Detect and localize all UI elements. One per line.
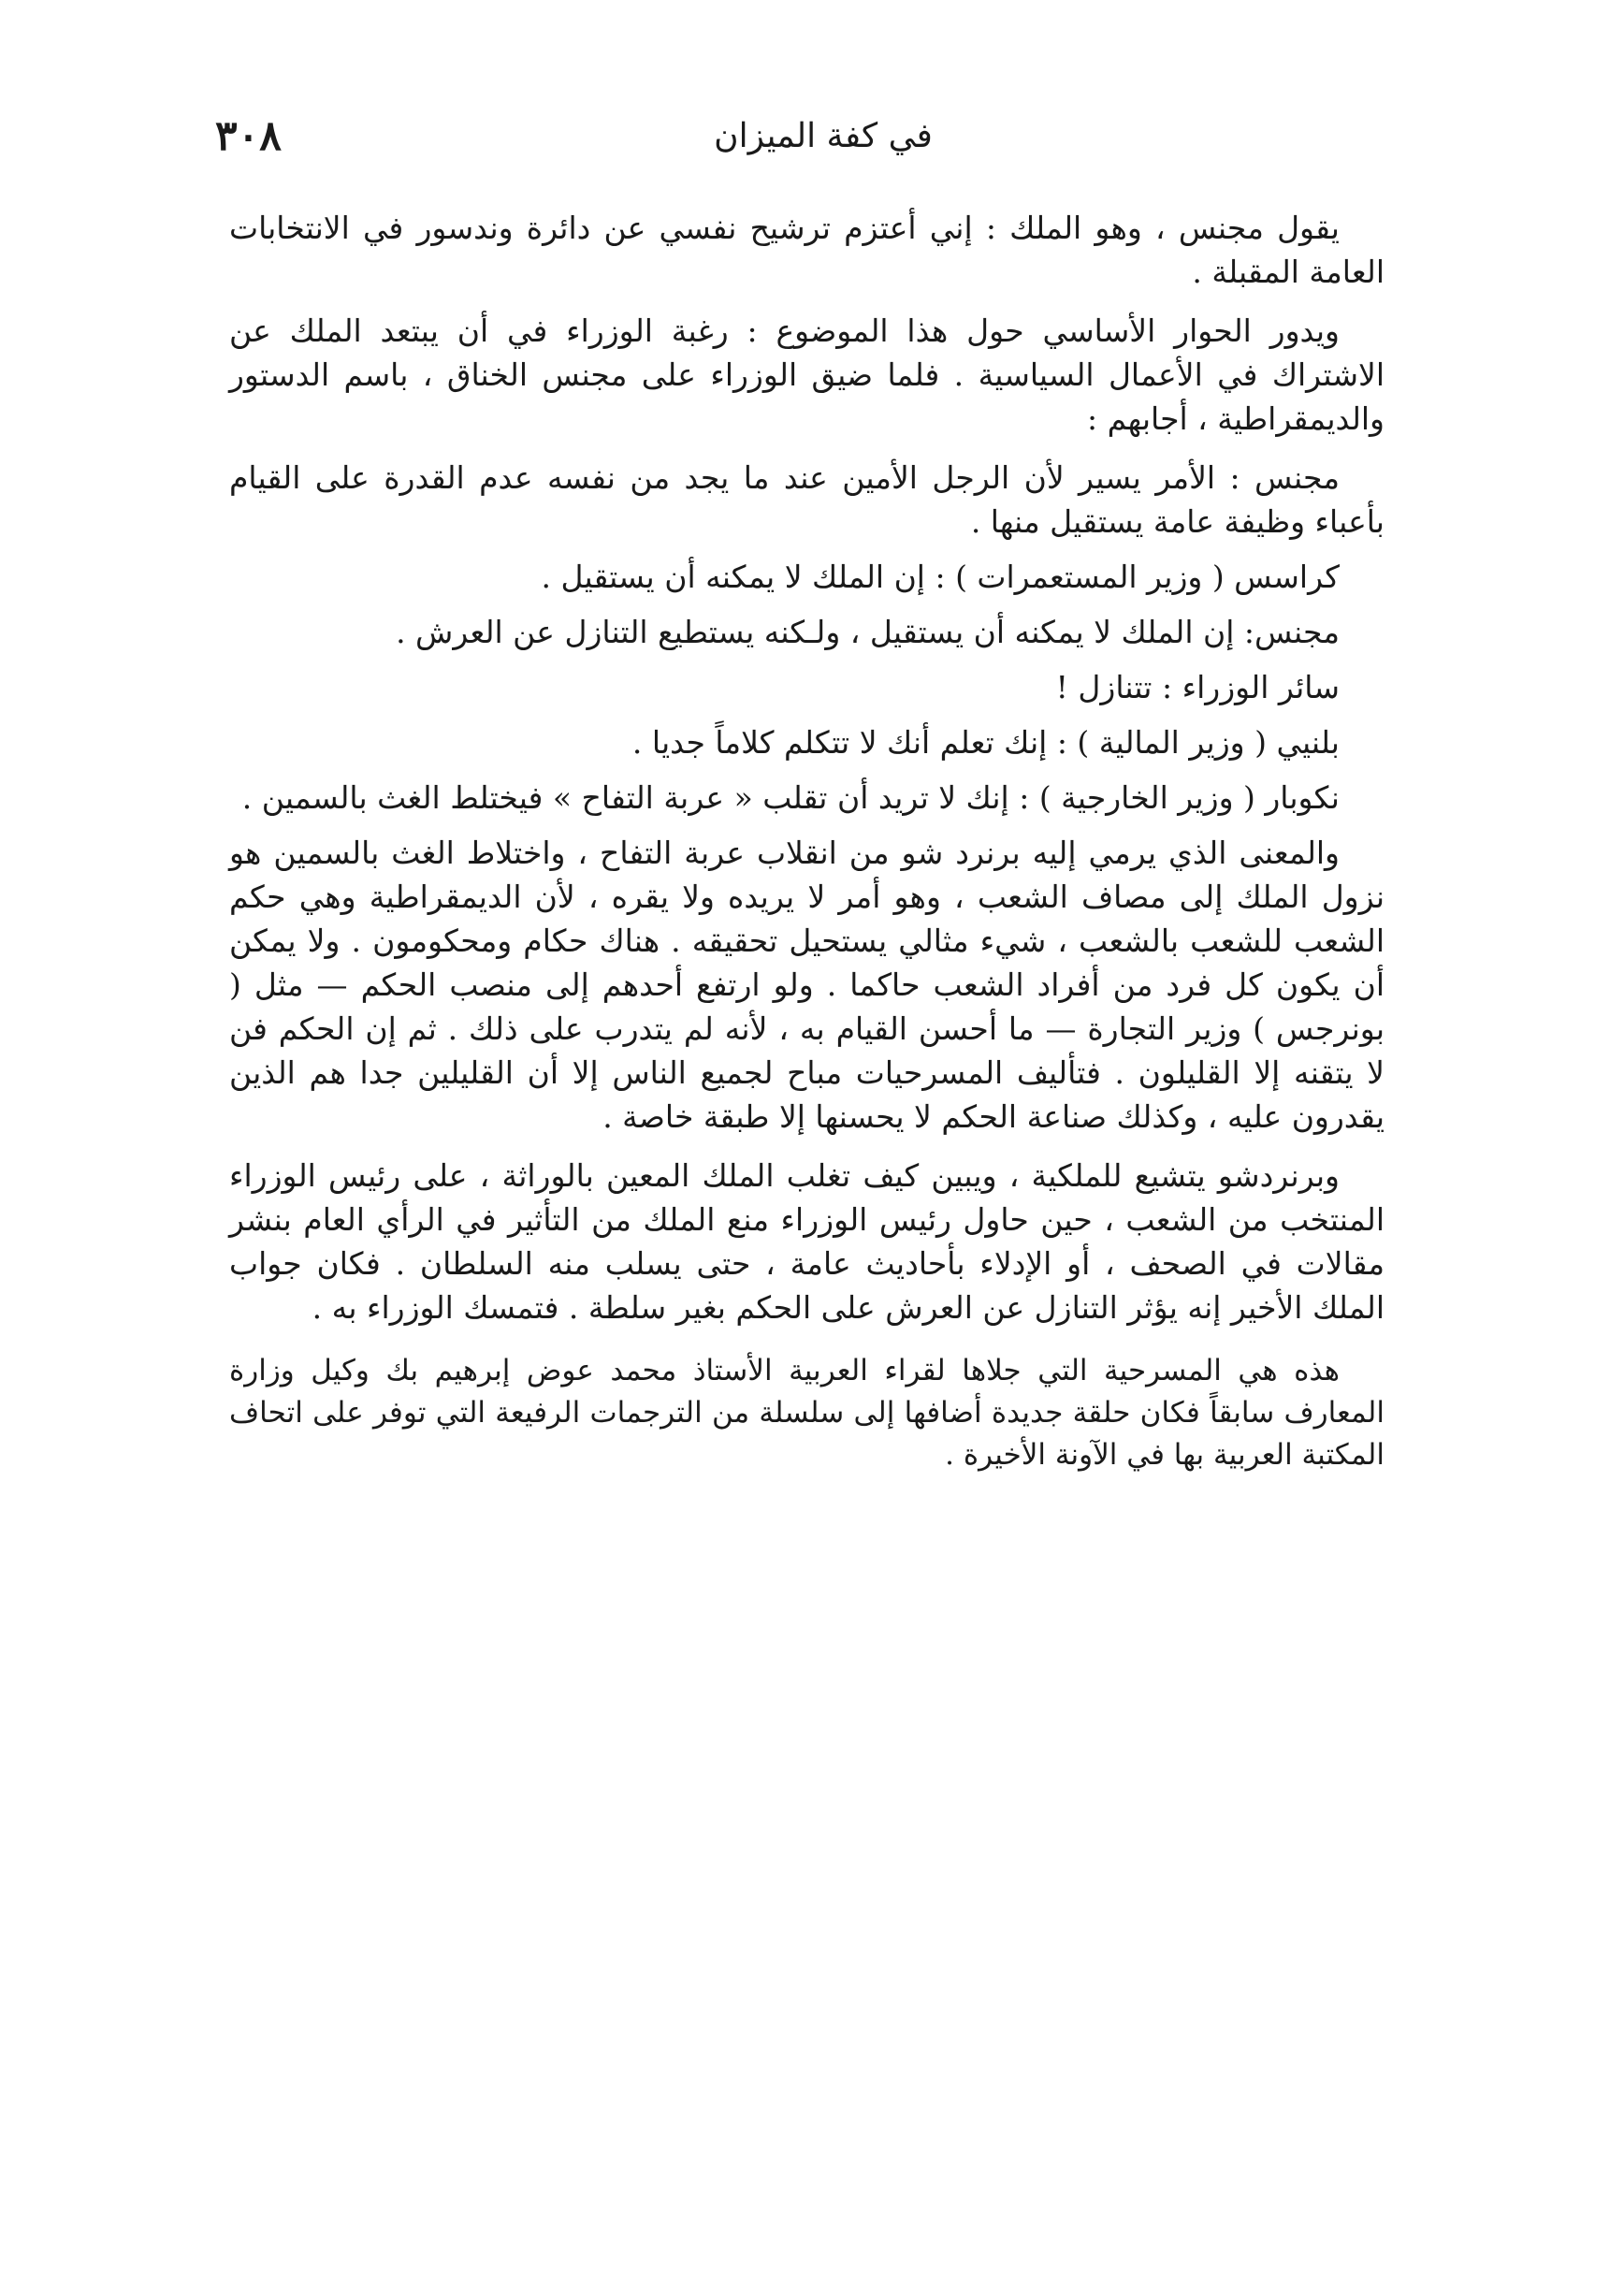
paragraph-central-dialogue: ويدور الحوار الأساسي حول هذا الموضوع : رغبة الوزراء في أن يبتعد الملك عن الاشتراك في الأعمال السياسية . فلما ضيق الوزراء على مجنس الخناق ، باسم الدستور والديمقراطية ، أجابهم : [229,312,1385,437]
dialogue-pliny: بلنيي ( وزير المالية ) : إنك تعلم أنك لا تتكلم كلاماً جديا . [631,724,1340,761]
paragraph-apple-cart-meaning: والمعنى الذي يرمي إليه برنرد شو من انقلاب عربة التفاح ، واختلاط الغث بالسمين هو نزول الملك إلى مصاف الشعب ، وهو أمر لا يريده ولا يقره ، لأن الديمقراطية وهي حكم الشعب للشعب بالشعب ، شيء مثالي يستحيل تحقيقه . هناك حكام ومحكومون . ولا يمكن أن يكون كل فرد من أفراد الشعب حاكما . ولو ارتفع أحدهم إلى منصب الحكم — مثل ( بونرجس ) وزير التجارة — ما أحسن القيام به ، لأنه لم يتدرب على ذلك . ثم إن الحكم فن لا يتقنه إلا القليلون . فتأليف المسرحيات مباح لجميع الناس إلا أن القليلين جدا هم الذين يقدرون عليه ، وكذلك صناعة الحكم لا يحسنها إلا طبقة خاصة . [229,835,1385,1135]
paragraph-shaw-monarchy: وبرنردشو يتشيع للملكية ، ويبين كيف تغلب الملك المعين بالوراثة ، على رئيس الوزراء المنتخب من الشعب ، حين حاول رئيس الوزراء منع الملك من التأثير في الرأي العام بنشر مقالات في الصحف ، أو الإدلاء بأحاديث عامة ، حتى يسلب منه السلطان . فكان جواب الملك الأخير إنه يؤثر التنازل عن العرش على الحكم بغير سلطة . فتمسك الوزراء به . [229,1157,1385,1326]
body-text [229,206,1385,1491]
paragraph-translation-note: هذه هي المسرحية التي جلاها لقراء العربية الأستاذ محمد عوض إبرهيم بك وكيل وزارة المعارف سابقاً فكان حلقة جديدة أضافها إلى سلسلة من الترجمات الرفيعة التي توفر على اتحاف المكتبة العربية بها في الآونة الأخيرة . [229,1354,1385,1472]
dialogue-magnus-1: مجنس : الأمر يسير لأن الرجل الأمين عند ما يجد من نفسه عدم القدرة على القيام بأعباء وظيفة عامة يستقيل منها . [229,459,1385,540]
running-title: في كفة الميزان [714,117,933,155]
dialogue-crassus: كراسس ( وزير المستعمرات ) : إن الملك لا يمكنه أن يستقيل . [541,559,1340,595]
dialogue-magnus-2: مجنس: إن الملك لا يمكنه أن يستقيل ، ولـكنه يستطيع التنازل عن العرش . [396,614,1340,650]
paragraph-magnus-announcement: يقول مجنس ، وهو الملك : إني أعتزم ترشيح نفسي عن دائرة وندسور في الانتخابات العامة المقبلة . [229,210,1385,290]
page-number: ٣٠٨ [215,112,282,160]
dialogue-nicobar: نكوبار ( وزير الخارجية ) : إنك لا تريد أن تقلب « عربة التفاح » فيختلط الغث بالسمين . [241,779,1340,816]
dialogue-ministers: سائر الوزراء : تتنازل ! [1055,669,1340,705]
